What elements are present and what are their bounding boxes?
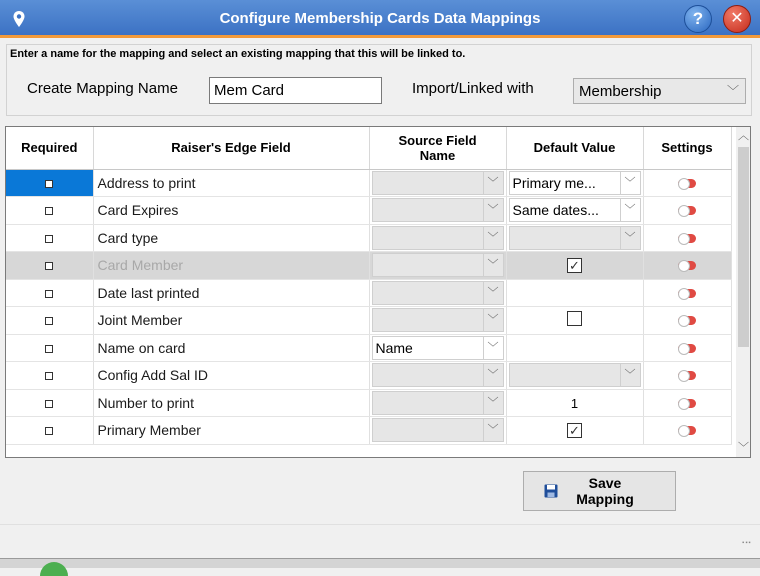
raisers-edge-field-cell: Card Expires bbox=[93, 197, 369, 225]
header-default-value[interactable]: Default Value bbox=[506, 127, 643, 169]
required-checkbox[interactable] bbox=[45, 290, 53, 298]
resize-grip-icon[interactable]: ⠠⠤ bbox=[738, 536, 751, 547]
title-bar[interactable] bbox=[0, 0, 760, 38]
source-field-combo[interactable] bbox=[372, 418, 504, 442]
settings-cell[interactable] bbox=[643, 279, 731, 307]
default-value-cell[interactable] bbox=[506, 197, 643, 225]
close-button[interactable]: ✕ bbox=[723, 5, 751, 33]
table-row[interactable] bbox=[6, 389, 731, 417]
settings-cell[interactable] bbox=[643, 417, 731, 445]
linked-with-select[interactable] bbox=[573, 78, 746, 104]
default-value-combo[interactable] bbox=[509, 171, 641, 195]
settings-toggle-icon[interactable] bbox=[678, 179, 696, 188]
settings-cell[interactable] bbox=[643, 169, 731, 197]
default-value-combo[interactable] bbox=[509, 198, 641, 222]
vertical-scrollbar[interactable] bbox=[736, 127, 751, 457]
chevron-down-icon[interactable]: ﹀ bbox=[620, 364, 640, 386]
table-row[interactable] bbox=[6, 169, 731, 197]
settings-toggle-icon[interactable] bbox=[678, 289, 696, 298]
floppy-disk-icon bbox=[544, 484, 558, 498]
save-mapping-label: Save Mapping bbox=[576, 475, 634, 507]
table-body bbox=[6, 169, 731, 444]
source-field-combo[interactable] bbox=[372, 171, 504, 195]
default-value-checkbox[interactable]: ✓ bbox=[567, 258, 582, 273]
settings-cell[interactable] bbox=[643, 197, 731, 225]
raisers-edge-field-cell: Address to print bbox=[93, 169, 369, 197]
settings-toggle-icon[interactable] bbox=[678, 399, 696, 408]
mapping-name-label: Create Mapping Name bbox=[27, 80, 178, 97]
required-checkbox[interactable] bbox=[45, 262, 53, 270]
settings-toggle-icon[interactable] bbox=[678, 261, 696, 270]
scroll-up-icon[interactable]: ︿ bbox=[738, 130, 749, 142]
default-value-cell[interactable] bbox=[506, 252, 643, 280]
table-row[interactable] bbox=[6, 362, 731, 390]
source-field-cell[interactable] bbox=[369, 307, 506, 335]
chevron-down-icon[interactable]: ﹀ bbox=[483, 392, 503, 414]
raisers-edge-field-cell: Number to print bbox=[93, 389, 369, 417]
default-value-cell[interactable] bbox=[506, 169, 643, 197]
settings-toggle-icon[interactable] bbox=[678, 426, 696, 435]
default-value-text: Primary me... bbox=[512, 174, 596, 191]
source-field-combo[interactable] bbox=[372, 391, 504, 415]
taskbar-strip bbox=[0, 558, 760, 568]
table-row[interactable] bbox=[6, 197, 731, 225]
window-title: Configure Membership Cards Data Mappings bbox=[219, 10, 541, 27]
help-button[interactable]: ? bbox=[684, 5, 712, 33]
required-checkbox[interactable] bbox=[45, 207, 53, 215]
required-cell[interactable] bbox=[6, 169, 93, 197]
default-value-cell[interactable] bbox=[506, 224, 643, 252]
required-cell[interactable] bbox=[6, 389, 93, 417]
required-checkbox[interactable] bbox=[45, 372, 53, 380]
chevron-down-icon[interactable]: ﹀ bbox=[483, 199, 503, 221]
table-row[interactable] bbox=[6, 279, 731, 307]
required-cell[interactable] bbox=[6, 417, 93, 445]
linked-with-label: Import/Linked with bbox=[412, 80, 534, 97]
required-cell[interactable] bbox=[6, 279, 93, 307]
chevron-down-icon[interactable]: ﹀ bbox=[483, 419, 503, 441]
table-row[interactable] bbox=[6, 224, 731, 252]
chevron-down-icon[interactable]: ﹀ bbox=[483, 227, 503, 249]
mapping-grid[interactable] bbox=[5, 126, 751, 458]
raisers-edge-field-cell: Card Member bbox=[93, 252, 369, 280]
source-field-combo[interactable] bbox=[372, 226, 504, 250]
settings-cell[interactable] bbox=[643, 307, 731, 335]
mapping-name-input[interactable] bbox=[209, 77, 382, 104]
settings-toggle-icon[interactable] bbox=[678, 344, 696, 353]
source-field-cell[interactable] bbox=[369, 197, 506, 225]
table-row[interactable] bbox=[6, 252, 731, 280]
header-required[interactable]: Required bbox=[6, 127, 93, 169]
header-raisers-edge-field[interactable]: Raiser's Edge Field bbox=[93, 127, 369, 169]
source-field-cell[interactable] bbox=[369, 169, 506, 197]
source-field-cell[interactable] bbox=[369, 362, 506, 390]
source-field-combo[interactable] bbox=[372, 281, 504, 305]
default-value-cell[interactable] bbox=[506, 389, 643, 417]
scroll-thumb[interactable] bbox=[738, 147, 749, 347]
source-field-cell[interactable] bbox=[369, 417, 506, 445]
default-value-checkbox[interactable]: ✓ bbox=[567, 423, 582, 438]
chevron-down-icon[interactable]: ﹀ bbox=[483, 309, 503, 331]
default-value-combo[interactable] bbox=[509, 363, 641, 387]
source-field-combo[interactable] bbox=[372, 336, 504, 360]
source-field-combo[interactable] bbox=[372, 363, 504, 387]
settings-cell[interactable] bbox=[643, 334, 731, 362]
settings-toggle-icon[interactable] bbox=[678, 316, 696, 325]
default-value-text[interactable]: 1 bbox=[570, 395, 579, 411]
raisers-edge-field-cell: Date last printed bbox=[93, 279, 369, 307]
required-checkbox[interactable] bbox=[45, 180, 53, 188]
source-field-cell[interactable] bbox=[369, 389, 506, 417]
default-value-cell[interactable] bbox=[506, 307, 643, 335]
header-source-field-name[interactable]: Source Field Name bbox=[369, 127, 506, 169]
required-cell[interactable] bbox=[6, 224, 93, 252]
source-field-combo[interactable] bbox=[372, 253, 504, 277]
default-value-text: Same dates... bbox=[512, 202, 599, 219]
raisers-edge-field-cell: Joint Member bbox=[93, 307, 369, 335]
source-field-cell[interactable] bbox=[369, 224, 506, 252]
settings-toggle-icon[interactable] bbox=[678, 206, 696, 215]
table-row[interactable] bbox=[6, 417, 731, 445]
required-checkbox[interactable] bbox=[45, 427, 53, 435]
default-value-checkbox[interactable] bbox=[567, 311, 582, 326]
scroll-down-icon[interactable]: ﹀ bbox=[738, 442, 749, 454]
default-value-combo[interactable] bbox=[509, 226, 641, 250]
settings-cell[interactable] bbox=[643, 389, 731, 417]
required-cell[interactable] bbox=[6, 334, 93, 362]
source-field-cell[interactable] bbox=[369, 279, 506, 307]
settings-cell[interactable] bbox=[643, 252, 731, 280]
required-cell[interactable] bbox=[6, 252, 93, 280]
default-value-cell[interactable] bbox=[506, 279, 643, 307]
raisers-edge-field-cell: Card type bbox=[93, 224, 369, 252]
chevron-down-icon[interactable]: ﹀ bbox=[483, 364, 503, 386]
chevron-down-icon: ﹀ bbox=[726, 84, 739, 98]
table-row[interactable] bbox=[6, 334, 731, 362]
chevron-down-icon[interactable]: ﹀ bbox=[483, 254, 503, 276]
settings-cell[interactable] bbox=[643, 362, 731, 390]
table-row[interactable] bbox=[6, 307, 731, 335]
raisers-edge-field-cell: Primary Member bbox=[93, 417, 369, 445]
required-checkbox[interactable] bbox=[45, 345, 53, 353]
raisers-edge-field-cell: Name on card bbox=[93, 334, 369, 362]
source-field-cell[interactable] bbox=[369, 252, 506, 280]
source-field-cell[interactable] bbox=[369, 334, 506, 362]
table-header-row bbox=[6, 127, 731, 169]
mapping-table bbox=[6, 127, 732, 445]
required-cell[interactable] bbox=[6, 197, 93, 225]
instructions-text: Enter a name for the mapping and select an existing mapping that this will be linked to. bbox=[10, 48, 466, 60]
chevron-down-icon[interactable]: ﹀ bbox=[483, 337, 503, 359]
default-value-cell[interactable] bbox=[506, 362, 643, 390]
header-settings[interactable]: Settings bbox=[643, 127, 731, 169]
source-field-value: Name bbox=[375, 339, 413, 356]
default-value-cell[interactable] bbox=[506, 334, 643, 362]
required-checkbox[interactable] bbox=[45, 235, 53, 243]
required-cell[interactable] bbox=[6, 307, 93, 335]
settings-cell[interactable] bbox=[643, 224, 731, 252]
raisers-edge-field-cell: Config Add Sal ID bbox=[93, 362, 369, 390]
required-cell[interactable] bbox=[6, 362, 93, 390]
chevron-down-icon[interactable]: ﹀ bbox=[620, 172, 640, 194]
linked-with-value: Membership bbox=[579, 83, 662, 100]
settings-toggle-icon[interactable] bbox=[678, 234, 696, 243]
chevron-down-icon[interactable]: ﹀ bbox=[620, 199, 640, 221]
save-mapping-button[interactable] bbox=[523, 471, 676, 511]
chevron-down-icon[interactable]: ﹀ bbox=[483, 282, 503, 304]
chevron-down-icon[interactable]: ﹀ bbox=[620, 227, 640, 249]
chevron-down-icon[interactable]: ﹀ bbox=[483, 172, 503, 194]
source-field-combo[interactable] bbox=[372, 198, 504, 222]
footer-divider bbox=[0, 524, 760, 525]
default-value-cell[interactable] bbox=[506, 417, 643, 445]
settings-toggle-icon[interactable] bbox=[678, 371, 696, 380]
source-field-combo[interactable] bbox=[372, 308, 504, 332]
required-checkbox[interactable] bbox=[45, 317, 53, 325]
status-icon bbox=[40, 562, 68, 576]
required-checkbox[interactable] bbox=[45, 400, 53, 408]
